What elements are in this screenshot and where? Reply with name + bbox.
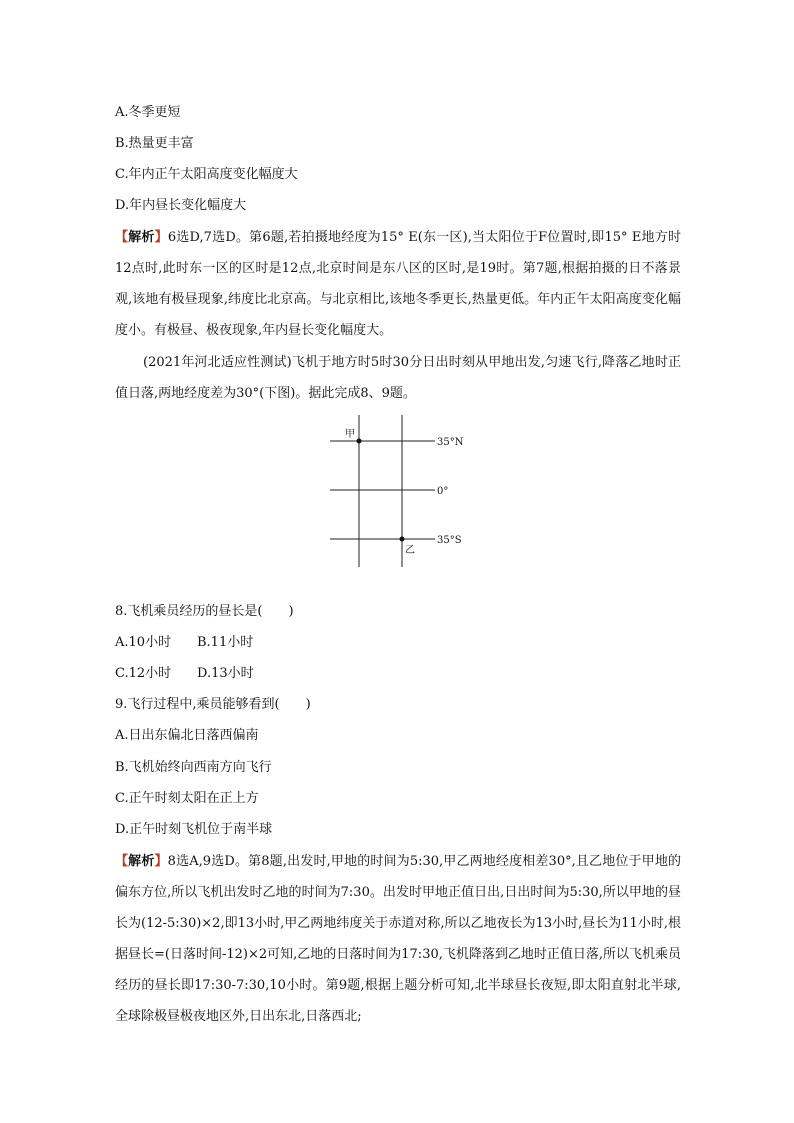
analysis-text-2: 8选A,9选D。第8题,出发时,甲地的时间为5:30,甲乙两地经度相差30°,且乙地位于甲地的偏东方位,所以飞机出发时乙地的时间为7:30。出发时甲地正值日出,日出时间为5:30,所以甲地的昼长为(12-5:30)×2,即13小时,甲乙两地纬度关于赤道对称,所以乙地夜长为13小时,昼长为11小时,根据昼长=(日落时间-12)×2可知,乙地的日落时间为17:30,飞机降落到乙地时正值日落,所以飞机乘员经历的昼长即17:30-7:30,10小时。第9题,根据上题分析可知,北半球昼长夜短,即太阳直射北半球,全球除极昼极夜地区外,日出东北,日落西北;	[115, 854, 681, 1024]
label-yi: 乙	[405, 545, 415, 556]
q8-options-row-1	[115, 635, 171, 651]
q8-stem: 8.飞机乘员经历的昼长是( )	[115, 604, 294, 619]
analysis-bracket-open: 【	[115, 230, 129, 245]
analysis-block-1	[115, 222, 681, 346]
analysis2-label: 解析	[128, 854, 155, 869]
q7-option-a: A.冬季更短	[115, 105, 181, 120]
analysis2-bracket-close: 】	[154, 854, 168, 869]
grid-diagram	[325, 415, 475, 570]
q8-option-d: D.13小时	[197, 666, 254, 681]
q8-options-row-2	[115, 666, 171, 682]
label-equator: 0°	[437, 486, 449, 497]
analysis-bracket-close: 】	[154, 230, 168, 245]
q7-option-b: B.热量更丰富	[115, 136, 194, 151]
point-jia	[357, 439, 362, 444]
label-35s: 35°S	[437, 535, 462, 546]
analysis-text-1: 6选D,7选D。第6题,若拍摄地经度为15° E(东一区),当太阳位于F位置时,即15° E地方时12点时,此时东一区的区时是12点,北京时间是东八区的区时,是19时。第7题,根据拍摄的日不落景观,该地有极昼现象,纬度比北京高。与北京相比,该地冬季更长,热量更低。年内正午太阳高度变化幅度小。有极昼、极夜现象,年内昼长变化幅度大。	[115, 230, 681, 338]
q9-stem: 9.飞行过程中,乘员能够看到( )	[115, 697, 311, 712]
analysis2-bracket-open: 【	[115, 854, 129, 869]
q8-option-b: B.11小时	[197, 635, 254, 650]
point-yi	[400, 537, 405, 542]
q7-option-c: C.年内正午太阳高度变化幅度大	[115, 167, 298, 182]
q8-option-a: A.10小时	[115, 635, 172, 650]
q9-option-a: A.日出东偏北日落西偏南	[115, 728, 259, 743]
q8-option-c: C.12小时	[115, 666, 172, 681]
q9-option-c: C.正午时刻太阳在正上方	[115, 791, 259, 806]
longitude-latitude-figure	[325, 415, 475, 570]
label-35n: 35°N	[437, 437, 464, 448]
label-jia: 甲	[345, 429, 355, 440]
analysis-block-2	[115, 846, 681, 1032]
analysis-label: 解析	[128, 230, 155, 245]
q7-option-d: D.年内昼长变化幅度大	[115, 198, 247, 213]
q9-option-d: D.正午时刻飞机位于南半球	[115, 822, 273, 837]
intro-paragraph: (2021年河北适应性测试)飞机于地方时5时30分日出时刻从甲地出发,匀速飞行,降落乙地时正值日落,两地经度差为30°(下图)。据此完成8、9题。	[115, 355, 681, 401]
q9-option-b: B.飞机始终向西南方向飞行	[115, 760, 272, 775]
